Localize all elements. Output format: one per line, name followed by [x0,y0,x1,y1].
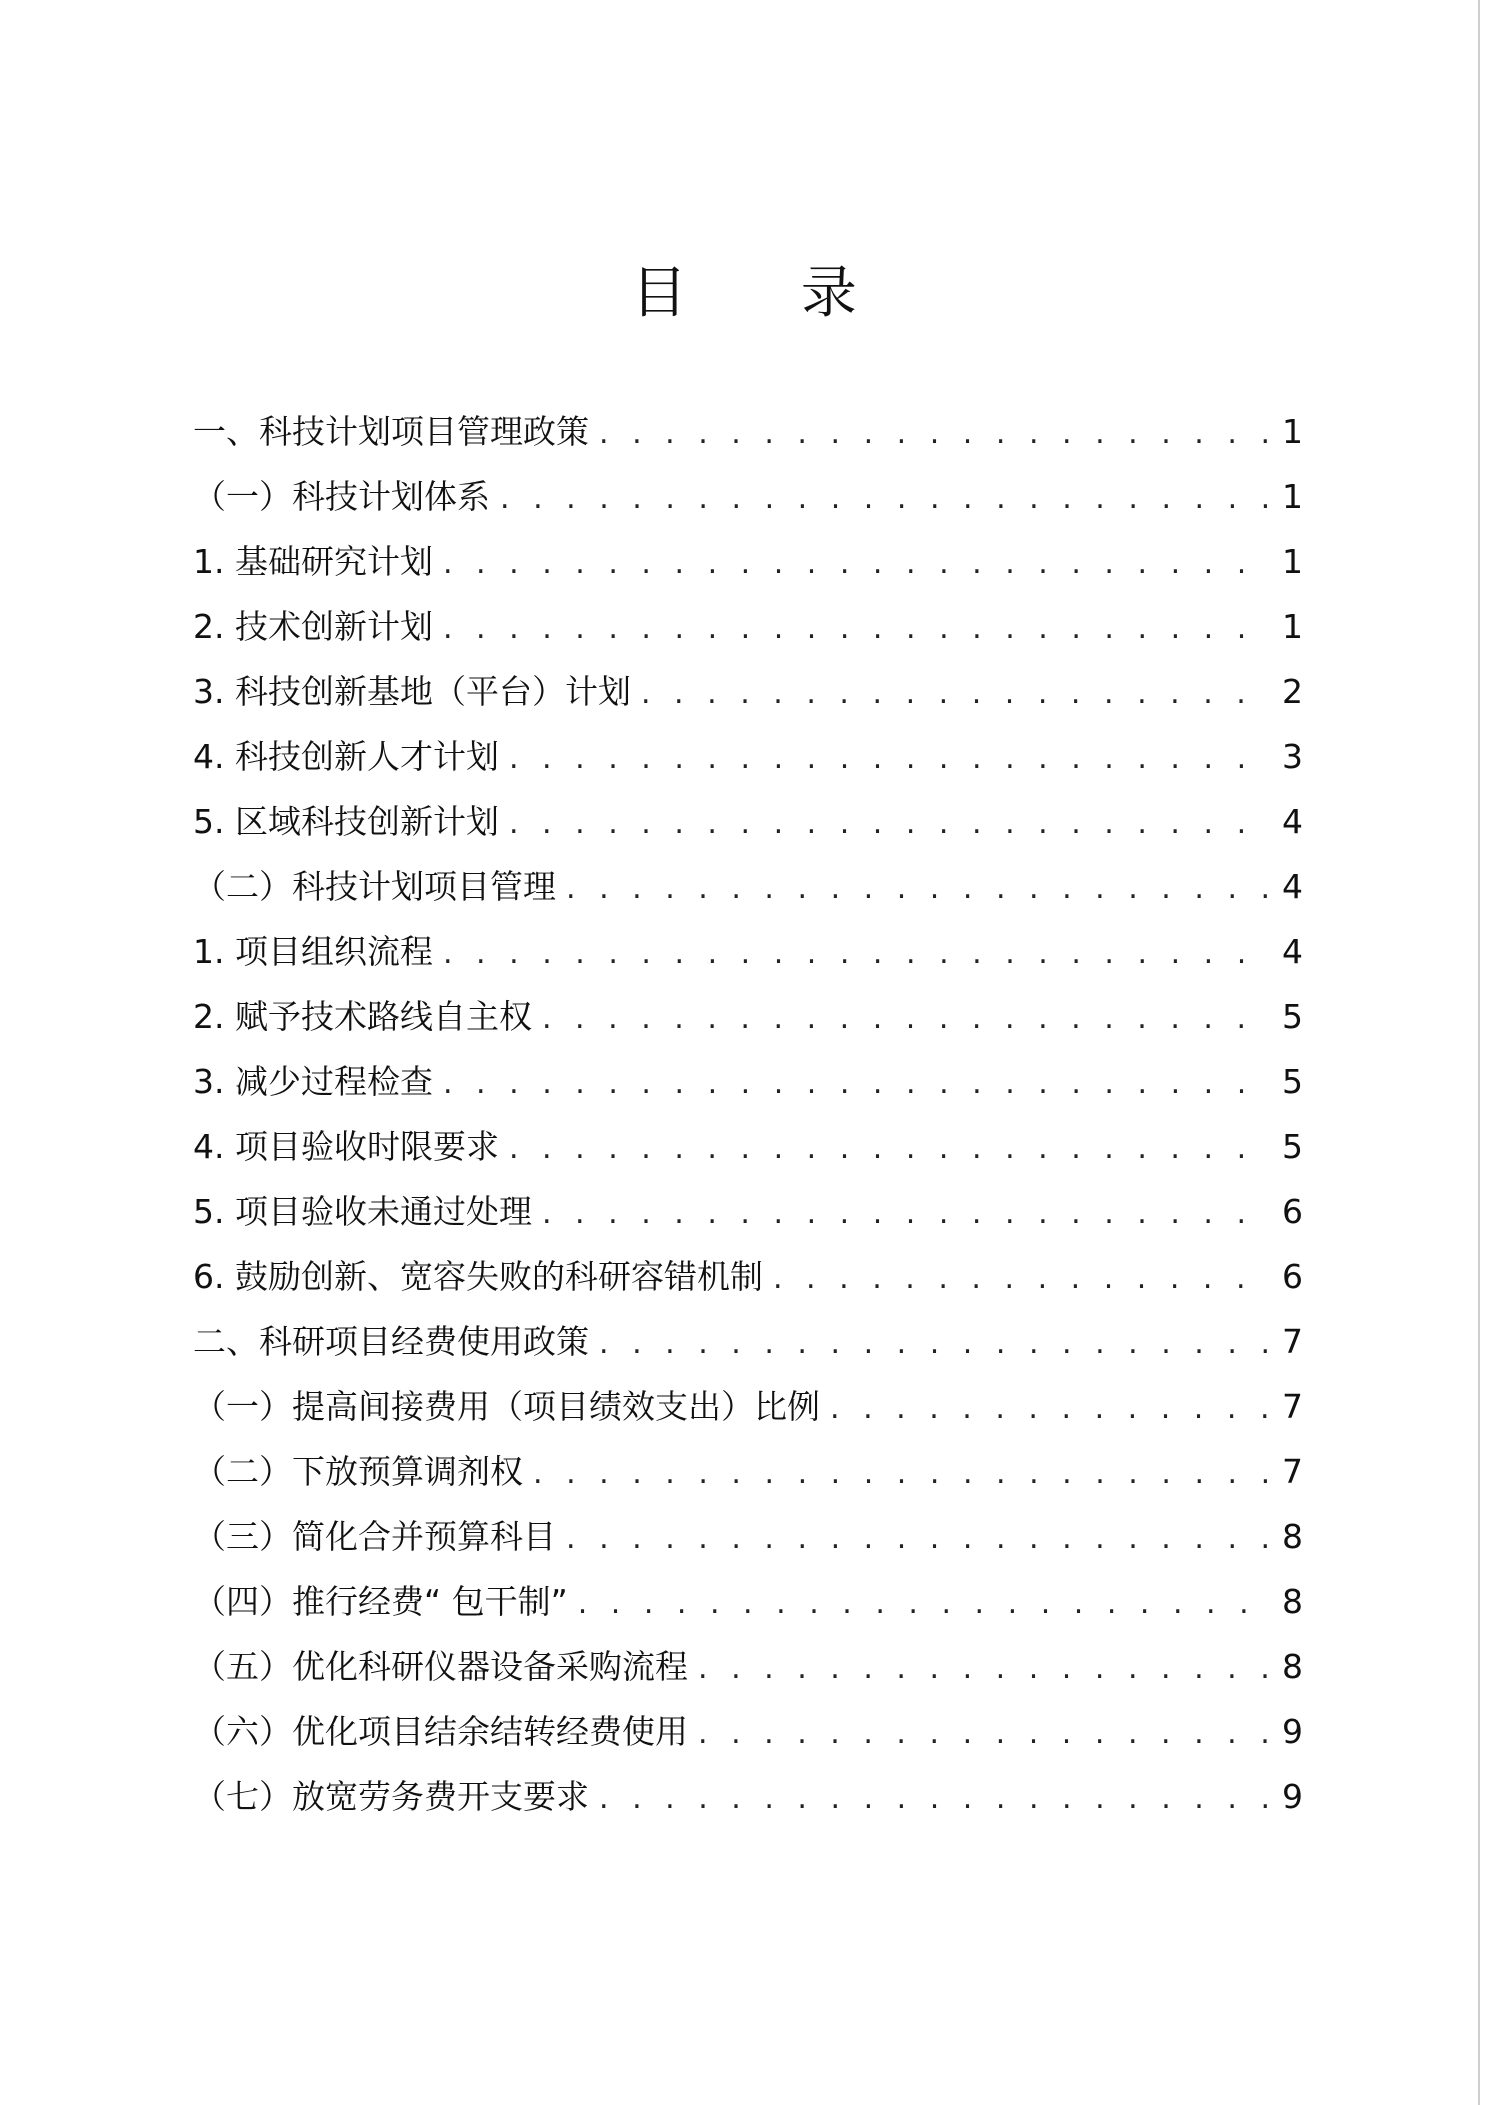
toc-entry-text: （三）简化合并预算科目 [193,1517,556,1556]
toc-leader-dots [773,1255,1271,1303]
toc-entry[interactable] [193,863,1303,928]
toc-page-number: 1 [1282,607,1303,646]
toc-entry[interactable] [193,668,1303,733]
toc-entry[interactable] [193,1448,1303,1513]
toc-entry[interactable] [193,1708,1303,1773]
toc-leader-dots [578,1580,1271,1628]
toc-entry-text: 4. 项目验收时限要求 [193,1127,499,1166]
toc-entry[interactable] [193,408,1303,473]
toc-page-number: 6 [1282,1192,1303,1231]
toc-page-number: 4 [1282,932,1303,971]
toc-entry-text: （五）优化科研仪器设备采购流程 [193,1647,688,1686]
toc-entry[interactable] [193,1578,1303,1643]
toc-entry-text: （二）下放预算调剂权 [193,1452,523,1491]
toc-page-number: 8 [1282,1647,1303,1686]
toc-entry[interactable] [193,928,1303,993]
toc-page-number: 9 [1282,1777,1303,1816]
toc-entry-text: 一、科技计划项目管理政策 [193,412,589,451]
toc-entry-text: 1. 基础研究计划 [193,542,433,581]
toc-entry-text: （四）推行经费“ 包干制” [193,1582,568,1621]
toc-entry-text: 6. 鼓励创新、宽容失败的科研容错机制 [193,1257,763,1296]
toc-page-number: 8 [1282,1582,1303,1621]
toc-entry[interactable] [193,1058,1303,1123]
toc-entry[interactable] [193,993,1303,1058]
toc-leader-dots [509,800,1271,848]
toc-entry-text: （一）科技计划体系 [193,477,490,516]
toc-entry-text: 3. 科技创新基地（平台）计划 [193,672,631,711]
toc-page-number: 5 [1282,1062,1303,1101]
toc-entry-text: 1. 项目组织流程 [193,932,433,971]
table-of-contents [193,408,1303,1838]
toc-page-number: 1 [1282,477,1303,516]
toc-leader-dots [500,475,1271,523]
toc-entry[interactable] [193,603,1303,668]
toc-entry-text: （一）提高间接费用（项目绩效支出）比例 [193,1387,820,1426]
toc-leader-dots [698,1645,1271,1693]
toc-leader-dots [599,1320,1271,1368]
toc-entry[interactable] [193,473,1303,538]
toc-leader-dots [542,1190,1271,1238]
toc-entry[interactable] [193,538,1303,603]
toc-entry-text: （六）优化项目结余结转经费使用 [193,1712,688,1751]
toc-page-number: 8 [1282,1517,1303,1556]
toc-entry[interactable] [193,1513,1303,1578]
toc-leader-dots [830,1385,1271,1433]
toc-leader-dots [509,735,1271,783]
toc-leader-dots [599,1775,1271,1823]
toc-page-number: 5 [1282,997,1303,1036]
toc-leader-dots [566,865,1271,913]
toc-page-number: 7 [1282,1452,1303,1491]
toc-leader-dots [566,1515,1271,1563]
toc-leader-dots [443,540,1271,588]
toc-entry-text: 5. 区域科技创新计划 [193,802,499,841]
toc-entry-text: （二）科技计划项目管理 [193,867,556,906]
toc-entry[interactable] [193,798,1303,863]
toc-entry-text: 3. 减少过程检查 [193,1062,433,1101]
toc-leader-dots [443,930,1271,978]
toc-entry[interactable] [193,1123,1303,1188]
toc-entry[interactable] [193,1643,1303,1708]
toc-entry-text: 5. 项目验收未通过处理 [193,1192,532,1231]
toc-page-number: 1 [1282,412,1303,451]
toc-entry[interactable] [193,1253,1303,1318]
toc-page-number: 4 [1282,802,1303,841]
toc-leader-dots [443,605,1271,653]
toc-page-number: 6 [1282,1257,1303,1296]
toc-entry-text: 4. 科技创新人才计划 [193,737,499,776]
toc-page-number: 3 [1282,737,1303,776]
toc-leader-dots [542,995,1271,1043]
toc-leader-dots [443,1060,1271,1108]
toc-page-number: 2 [1282,672,1303,711]
toc-page-number: 7 [1282,1387,1303,1426]
toc-entry[interactable] [193,1773,1303,1838]
toc-page-number: 5 [1282,1127,1303,1166]
toc-entry[interactable] [193,1318,1303,1383]
toc-entry[interactable] [193,733,1303,798]
toc-page-number: 9 [1282,1712,1303,1751]
toc-leader-dots [641,670,1271,718]
toc-entry-text: 2. 赋予技术路线自主权 [193,997,532,1036]
toc-leader-dots [533,1450,1271,1498]
toc-entry-text: （七）放宽劳务费开支要求 [193,1777,589,1816]
toc-leader-dots [698,1710,1271,1758]
toc-entry-text: 二、科研项目经费使用政策 [193,1322,589,1361]
toc-leader-dots [509,1125,1271,1173]
toc-entry[interactable] [193,1383,1303,1448]
page-title: 目 录 [631,261,905,326]
toc-page-number: 4 [1282,867,1303,906]
toc-leader-dots [599,410,1271,458]
toc-entry-text: 2. 技术创新计划 [193,607,433,646]
toc-page-number: 7 [1282,1322,1303,1361]
toc-entry[interactable] [193,1188,1303,1253]
toc-page-number: 1 [1282,542,1303,581]
